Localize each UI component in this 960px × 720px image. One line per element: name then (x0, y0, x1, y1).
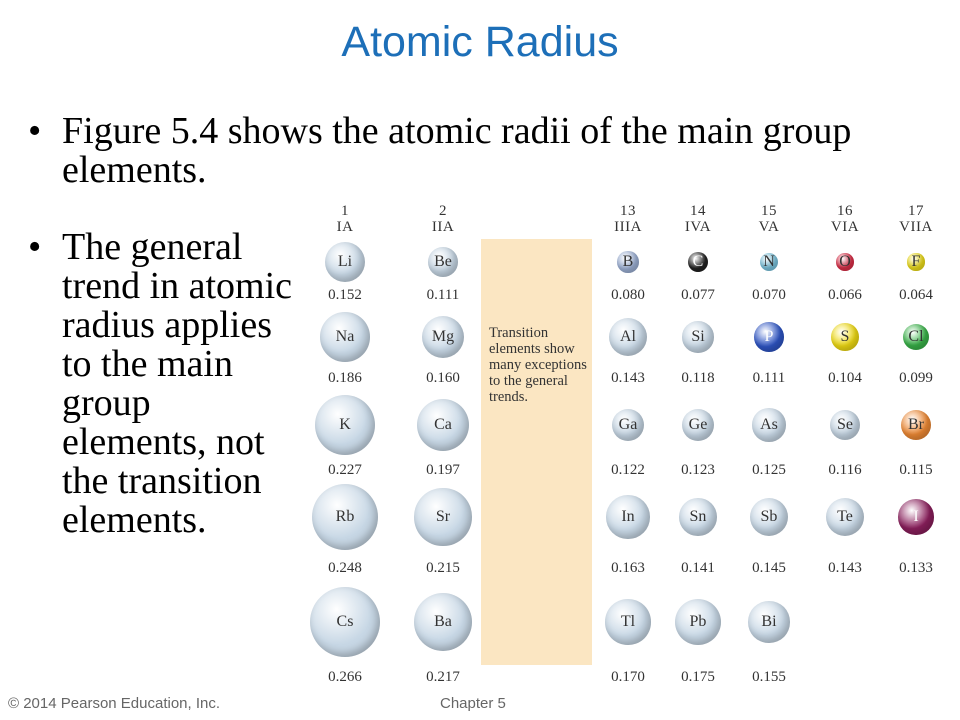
atom-al: Al (609, 318, 647, 356)
atom-bi: Bi (748, 601, 789, 642)
radius-o: 0.066 (828, 287, 862, 303)
radius-sr: 0.215 (426, 560, 460, 576)
atom-b: B (617, 251, 638, 272)
atom-rb: Rb (312, 484, 378, 550)
radius-li: 0.152 (328, 287, 362, 303)
atom-s: S (831, 323, 859, 351)
radius-ba: 0.217 (426, 669, 460, 685)
bullet-general-trend (28, 228, 298, 588)
transition-elements-band (481, 239, 592, 665)
group-roman: VIA (830, 219, 860, 235)
atom-ge: Ge (682, 409, 715, 442)
radius-in: 0.163 (611, 560, 645, 576)
atomic-radii-figure (300, 195, 960, 695)
chapter-label: Chapter 5 (440, 695, 506, 712)
group-header (876, 203, 956, 235)
radius-c: 0.077 (681, 287, 715, 303)
group-roman: IIA (431, 219, 455, 235)
atom-tl: Tl (605, 599, 650, 644)
radius-br: 0.115 (899, 462, 933, 478)
radius-bi: 0.155 (752, 669, 786, 685)
group-header (403, 203, 483, 235)
bullet-text: The general trend in atomic radius applies to the main group elements, not the transition elements. (62, 226, 293, 541)
radius-pb: 0.175 (681, 669, 715, 685)
atom-f: F (907, 253, 924, 270)
radius-al: 0.143 (611, 370, 645, 386)
atom-se: Se (830, 410, 861, 441)
atom-o: O (836, 253, 854, 271)
radius-se: 0.116 (828, 462, 862, 478)
atom-si: Si (682, 321, 713, 352)
radius-b: 0.080 (611, 287, 645, 303)
group-header (588, 203, 668, 235)
radius-mg: 0.160 (426, 370, 460, 386)
group-header (658, 203, 738, 235)
radius-p: 0.111 (752, 370, 786, 386)
atom-te: Te (826, 498, 864, 536)
atom-sn: Sn (679, 498, 717, 536)
atom-c: C (688, 252, 708, 272)
group-roman: IVA (684, 219, 712, 235)
radius-cl: 0.099 (899, 370, 933, 386)
radius-s: 0.104 (828, 370, 862, 386)
group-number: 1 (341, 203, 349, 219)
radius-te: 0.143 (828, 560, 862, 576)
bullet-text: Figure 5.4 shows the atomic radii of the main group elements. (62, 110, 852, 191)
bullet-marker: • (28, 226, 42, 268)
radius-k: 0.227 (328, 462, 362, 478)
group-number: 16 (837, 203, 853, 219)
radius-as: 0.125 (752, 462, 786, 478)
atom-br: Br (901, 410, 932, 441)
group-roman: VIIA (899, 219, 933, 235)
atom-p: P (754, 322, 784, 352)
group-number: 15 (761, 203, 777, 219)
radius-be: 0.111 (426, 287, 460, 303)
transition-note: Transition elements show many exceptions to the general trends. (489, 325, 587, 405)
group-header (305, 203, 385, 235)
atom-pb: Pb (675, 599, 722, 646)
atom-ba: Ba (414, 593, 472, 651)
radius-ca: 0.197 (426, 462, 460, 478)
atom-sb: Sb (750, 498, 789, 537)
radius-tl: 0.170 (611, 669, 645, 685)
atom-sr: Sr (414, 488, 471, 545)
atom-li: Li (325, 242, 365, 282)
atom-cl: Cl (903, 324, 929, 350)
atom-mg: Mg (422, 316, 465, 359)
radius-f: 0.064 (899, 287, 933, 303)
atom-i: I (898, 499, 933, 534)
group-number: 14 (690, 203, 706, 219)
atom-be: Be (428, 247, 458, 277)
atom-as: As (752, 408, 785, 441)
atom-k: K (315, 395, 375, 455)
slide-title: Atomic Radius (341, 18, 619, 66)
group-number: 17 (908, 203, 924, 219)
group-header (805, 203, 885, 235)
radius-ge: 0.123 (681, 462, 715, 478)
radius-n: 0.070 (752, 287, 786, 303)
radius-i: 0.133 (899, 560, 933, 576)
atom-n: N (760, 253, 779, 272)
group-header (729, 203, 809, 235)
radius-na: 0.186 (328, 370, 362, 386)
atom-ga: Ga (612, 409, 644, 441)
copyright: © 2014 Pearson Education, Inc. (8, 695, 221, 712)
group-roman: VA (758, 219, 780, 235)
radius-cs: 0.266 (328, 669, 362, 685)
atom-na: Na (320, 312, 369, 361)
group-roman: IIIA (614, 219, 642, 235)
bullet-figure-description (28, 112, 928, 192)
group-roman: IA (336, 219, 354, 235)
bullet-marker: • (28, 110, 42, 152)
atom-in: In (606, 495, 649, 538)
radius-rb: 0.248 (328, 560, 362, 576)
radius-si: 0.118 (681, 370, 715, 386)
group-number: 2 (439, 203, 447, 219)
atom-cs: Cs (310, 587, 381, 658)
radius-sb: 0.145 (752, 560, 786, 576)
radius-ga: 0.122 (611, 462, 645, 478)
group-number: 13 (620, 203, 636, 219)
radius-sn: 0.141 (681, 560, 715, 576)
atom-ca: Ca (417, 399, 469, 451)
